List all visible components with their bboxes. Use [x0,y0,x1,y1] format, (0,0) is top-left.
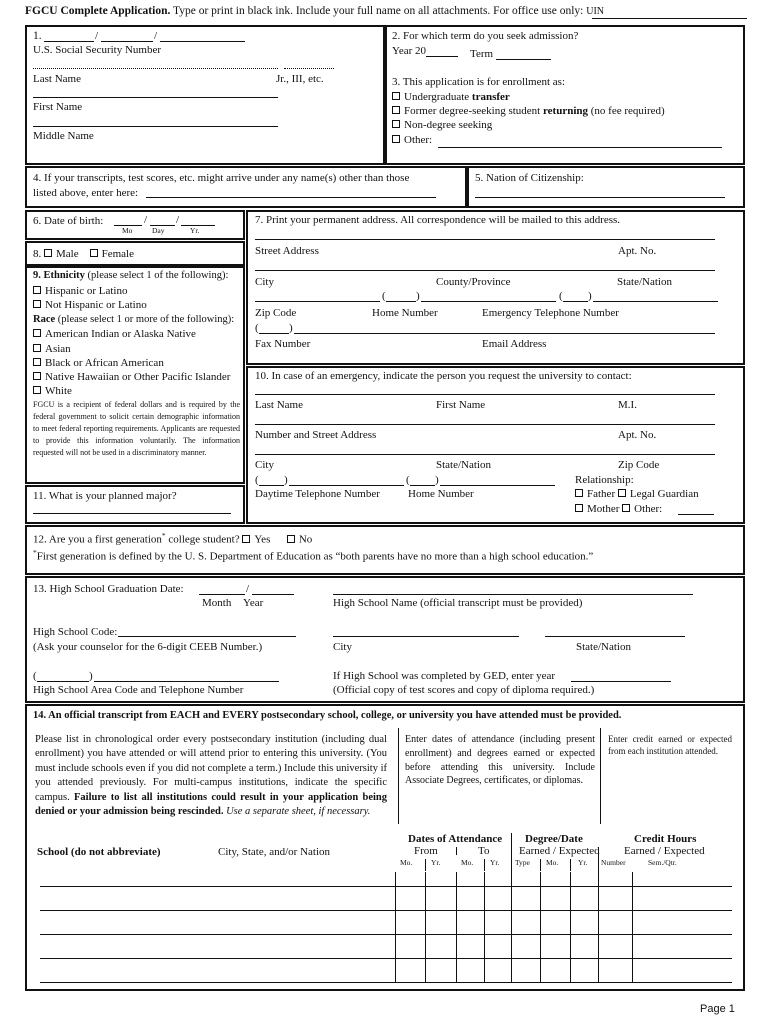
table-row[interactable] [40,982,732,983]
emergency-phone-field[interactable] [593,301,718,302]
first-name-field[interactable] [33,97,278,98]
tick [540,859,541,871]
term-label: Term [470,48,494,60]
option-other[interactable] [392,134,432,147]
ged-year-field[interactable] [571,681,671,682]
section-4-label-2: listed above, enter here: [33,187,139,199]
year-field[interactable] [426,56,458,57]
contact-street-field[interactable] [255,424,715,425]
first-name-label: First Name [33,101,83,113]
option-label: Asian [45,343,71,355]
footnote-marker: * [161,531,166,540]
emergency-phone-label: Emergency Telephone Number [482,307,619,319]
degree-type: Type [515,858,530,867]
zip-label: Zip Code [255,307,297,319]
major-label [33,490,177,503]
section-12-number: 12. [33,533,47,546]
instructions-note: Use a separate sheet, if necessary. [223,806,371,818]
tick [456,847,457,855]
relationship-row-1 [575,488,699,501]
contact-city-field[interactable] [255,454,715,455]
tick [511,833,512,873]
dob-mo-label: Mo [122,226,133,235]
checkbox[interactable] [392,135,400,143]
checkbox[interactable] [392,120,400,128]
city-label: City [255,276,274,288]
option-not-hispanic[interactable] [33,299,147,312]
table-col-divider [484,872,485,983]
ged-label: If High School was completed by GED, enter year [333,670,556,682]
contact-first-label: First Name [436,399,486,411]
father-checkbox[interactable] [575,489,583,497]
option-american-indian[interactable] [33,328,196,341]
grad-date-label [33,583,184,596]
option-label: Hispanic or Latino [45,285,128,297]
ssn-slash-1: / [95,30,99,42]
degree-yr: Yr. [578,858,588,867]
zip-field[interactable] [255,301,380,302]
contact-last-label: Last Name [255,399,303,411]
dob-slash-1: / [144,214,148,226]
grad-month-label: Month [202,597,232,609]
ged-note: (Official copy of test scores and copy of diploma required.) [333,684,595,696]
option-asian[interactable] [33,343,71,356]
option-undergrad-transfer[interactable] [392,91,510,104]
table-col-divider [632,872,633,983]
ssn-part-2[interactable] [101,41,153,42]
instructions-text: Please list in chronological order every postsecondary institution (including dual enrollment) you have attended or will attend prior to entering this university. (You must include schools even if you did not complete a term.) Include this university if you attended previously. For multi-campus institutions, indicate the specific campus. [35,734,387,803]
guardian-checkbox[interactable] [618,489,626,497]
checkbox[interactable] [33,386,41,394]
table-row[interactable] [40,934,732,935]
emergency-name-field[interactable] [255,394,715,395]
notes-divider-right [600,728,601,824]
hs-phone-field[interactable] [94,681,279,682]
home-phone-label: Home Number [372,307,438,319]
credit-header: Credit Hours [634,833,697,845]
enrollment-question: 3. This application is for enrollment as: [392,76,566,88]
table-col-divider [456,872,457,983]
ethnicity-note: (please select 1 of the following): [84,270,229,281]
checkbox[interactable] [392,106,400,114]
section-5-text: Nation of Citizenship: [486,172,584,184]
degree-earned-expected: Earned / Expected [519,845,600,857]
option-label-bold: returning [542,105,589,117]
hs-city-label: City [333,641,352,653]
emerg-phone-area-close: ) [588,290,592,302]
col-school-label: School (do not abbreviate) [37,846,161,858]
emergency-heading [255,370,632,383]
no-label: No [298,533,313,546]
option-returning[interactable] [392,105,665,118]
grad-month-field[interactable] [199,594,245,595]
hs-city-field[interactable] [333,636,519,637]
email-label: Email Address [482,338,547,350]
footnote-text: First generation is defined by the U. S. Department of Education as “both parents have no more than a high school education.” [36,550,594,563]
hs-state-field[interactable] [545,636,685,637]
tick [570,859,571,871]
form-instructions: Type or print in black ink. Include your full name on all attachments. For office use only: [170,5,584,17]
to-yr: Yr. [490,858,500,867]
fax-area: ( [255,322,259,334]
last-name-field[interactable] [33,68,278,69]
section-1-number: 1. [33,30,42,42]
option-label: White [45,385,72,397]
degree-mo: Mo. [546,858,559,867]
other-relationship-label: Other: [634,503,663,515]
uin-label: UIN [586,6,605,17]
tick [598,847,599,873]
dob-slash-2: / [176,214,180,226]
degree-header: Degree/Date [525,833,583,845]
table-row[interactable] [40,910,732,911]
father-label: Father [587,488,616,500]
dob-text: Date of birth: [44,215,104,227]
major-field[interactable] [33,513,231,514]
option-label: Former degree-seeking student [404,105,543,117]
hs-area-open: ( [33,670,37,682]
option-label: American Indian or Alaska Native [45,328,196,340]
table-row[interactable] [40,886,732,887]
county-label: County/Province [436,276,511,288]
state-label: State/Nation [617,276,672,288]
page-number: Page 1 [700,1003,735,1015]
dates-note: Enter dates of attendance (including present enrollment) and degrees earned or expected before attending this university. Include Associate Degrees, certificates, or diplomas. [405,734,595,787]
contact-home-phone-label: Home Number [408,488,474,500]
dob-label [33,215,103,228]
term-question: 2. For which term do you seek admission? [392,30,579,42]
table-col-divider [540,872,541,983]
male-label: Male [56,248,79,260]
dates-from: From [414,845,438,857]
option-label: Undergraduate [404,91,472,103]
ceeb-note: (Ask your counselor for the 6-digit CEEB Number.) [33,641,263,653]
form-title: FGCU Complete Application. [25,5,171,17]
fax-area-field[interactable] [259,333,289,334]
suffix-label: Jr., III, etc. [276,73,324,85]
hs-state-label: State/Nation [576,641,631,653]
uin-field[interactable] [592,18,747,19]
major-text: What is your planned major? [48,490,177,502]
contact-home-area-close: ) [435,474,439,486]
footnote-marker: * [33,548,37,557]
table-col-divider [511,872,512,983]
first-gen-text: Are you a first generation [48,533,162,546]
section-10-number: 10. [255,370,269,382]
contact-mi-label: M.I. [618,399,637,411]
table-col-divider [425,872,426,983]
tick [425,859,426,871]
mother-label: Mother [587,503,620,515]
first-gen-text-tail: college student? [165,533,240,546]
contact-zip-label: Zip Code [618,459,660,471]
contact-city-label: City [255,459,274,471]
dates-to: To [478,845,490,857]
ethnicity-heading [33,270,228,282]
option-label: Native Hawaiian or Other Pacific Islander [45,371,231,383]
option-hispanic[interactable] [33,285,127,298]
checkbox[interactable] [33,300,41,308]
contact-day-phone-label: Daytime Telephone Number [255,488,380,500]
hs-area-code-field[interactable] [37,681,89,682]
emerg-phone-area: ( [559,290,563,302]
section-7-number: 7. [255,214,264,226]
checkbox[interactable] [33,372,41,380]
checkbox[interactable] [33,286,41,294]
option-hawaiian[interactable] [33,371,230,384]
grad-date-text: High School Graduation Date: [49,583,184,595]
dob-yr-label: Yr. [190,226,200,235]
street-label: Street Address [255,245,319,257]
grad-year-field[interactable] [252,594,294,595]
race-label: Race [33,314,56,325]
option-label-tail: (no fee required) [588,105,665,117]
section-4-number: 4. [33,172,42,184]
emerg-phone-area-field[interactable] [563,301,588,302]
year-label: Year 20 [392,45,427,57]
form-header [25,5,604,18]
home-phone-area-field[interactable] [386,301,416,302]
table-col-divider [570,872,571,983]
option-label: Black or African American [45,357,164,369]
guardian-label: Legal Guardian [629,488,699,500]
grad-year-label: Year [243,597,264,609]
home-phone-area: ( [382,290,386,302]
dates-header: Dates of Attendance [408,833,503,845]
race-heading [33,314,234,326]
yes-checkbox[interactable] [242,535,250,543]
apt-label: Apt. No. [618,245,657,257]
female-checkbox[interactable] [90,249,98,257]
checkbox[interactable] [33,329,41,337]
contact-day-area-close: ) [284,474,288,486]
ssn-label: U.S. Social Security Number [33,44,162,56]
ssn-part-1[interactable] [44,41,94,42]
relationship-row-2 [575,503,662,516]
male-checkbox[interactable] [44,249,52,257]
hs-name-field[interactable] [333,594,693,595]
citizenship-field[interactable] [475,197,725,198]
credit-earned-expected: Earned / Expected [624,845,705,857]
option-label: Non-degree seeking [404,119,493,131]
first-gen-footnote [33,549,593,563]
yes-label: Yes [254,533,271,546]
street-address-field[interactable] [255,239,715,240]
section-5-label [475,172,584,185]
checkbox[interactable] [33,358,41,366]
contact-apt-label: Apt. No. [618,429,657,441]
option-white[interactable] [33,385,72,398]
from-yr: Yr. [431,858,441,867]
section-5-number: 5. [475,172,484,184]
home-phone-area-close: ) [416,290,420,302]
ssn-slash-2: / [154,30,158,42]
section-9-number: 9. [33,270,41,281]
hs-name-label: High School Name (official transcript must be provided) [333,597,583,609]
section-11-number: 11. [33,490,47,502]
female-label: Female [101,248,134,260]
home-phone-field[interactable] [421,301,556,302]
section-4-text: If your transcripts, test scores, etc. might arrive under any name(s) other than those [44,172,410,184]
option-label: Other: [404,134,433,146]
address-heading [255,214,620,227]
contact-home-area: ( [406,474,410,486]
middle-name-field[interactable] [33,126,278,127]
city-county-state-field[interactable] [255,270,715,271]
contact-street-label: Number and Street Address [255,429,377,441]
hs-area-close: ) [89,670,93,682]
institutions-instructions [35,733,387,820]
address-text: Print your permanent address. All correspondence will be mailed to this address. [266,214,621,226]
relationship-label: Relationship: [575,474,634,486]
hs-code-field[interactable] [118,636,296,637]
federal-disclaimer: FGCU is a recipient of federal dollars and is required by the federal government to solicit certain demographic information to meet federal reporting requirements. Applicants are requested to provide this information voluntarily. The information requested will not be used in a discriminatory manner. [33,400,240,457]
race-note: (please select 1 or more of the following): [55,314,235,325]
other-names-field[interactable] [146,197,436,198]
other-relationship-checkbox[interactable] [622,504,630,512]
middle-name-label: Middle Name [33,130,94,142]
ethnicity-label: Ethnicity [43,270,85,281]
fax-area-close: ) [289,322,293,334]
dob-day-label: Day [152,226,165,235]
sex-field [33,248,134,261]
other-relationship-field[interactable] [678,514,714,515]
contact-day-area-field[interactable] [259,485,284,486]
table-col-divider [395,872,396,983]
other-enrollment-field[interactable] [438,147,722,148]
tick [484,859,485,871]
instructions-warning: Failure to list all institutions could result in your application being denied or your admission being rescinded. [35,791,387,818]
term-field[interactable] [496,59,551,60]
section-6-number: 6. [33,215,42,227]
suffix-field[interactable] [284,68,334,69]
section-8-number: 8. [33,248,42,260]
grad-slash: / [246,583,250,595]
ssn-part-3[interactable] [160,41,245,42]
mother-checkbox[interactable] [575,504,583,512]
contact-state-label: State/Nation [436,459,491,471]
notes-divider-left [398,728,399,824]
first-gen-question [33,532,312,546]
checkbox[interactable] [33,344,41,352]
transcript-header: 14. An official transcript from EACH and EVERY postsecondary school, college, or university you have attended must be provided. [33,710,622,721]
contact-home-area-field[interactable] [410,485,435,486]
from-mo: Mo. [400,858,413,867]
hs-code-label: High School Code: [33,626,118,638]
credit-semqtr: Sem./Qtr. [648,858,677,867]
no-checkbox[interactable] [287,535,295,543]
option-label-bold: transfer [471,91,510,103]
checkbox[interactable] [392,92,400,100]
option-non-degree[interactable] [392,119,492,132]
section-4-label [33,172,409,185]
to-mo: Mo. [461,858,474,867]
hs-phone-label: High School Area Code and Telephone Number [33,684,244,696]
credit-note: Enter credit earned or expected from each institution attended. [608,734,732,757]
table-col-divider [598,872,599,983]
contact-day-area: ( [255,474,259,486]
option-label: Not Hispanic or Latino [45,299,147,311]
section-13-number: 13. [33,583,47,595]
emergency-text: In case of an emergency, indicate the person you request the university to contact: [271,370,632,382]
last-name-label: Last Name [33,73,81,85]
fax-label: Fax Number [255,338,311,350]
col-city-label: City, State, and/or Nation [218,846,331,858]
option-black[interactable] [33,357,164,370]
table-row[interactable] [40,958,732,959]
credit-number: Number [601,858,626,867]
contact-day-phone-field[interactable] [289,485,404,486]
fax-email-field[interactable] [294,333,715,334]
contact-home-phone-field[interactable] [440,485,555,486]
